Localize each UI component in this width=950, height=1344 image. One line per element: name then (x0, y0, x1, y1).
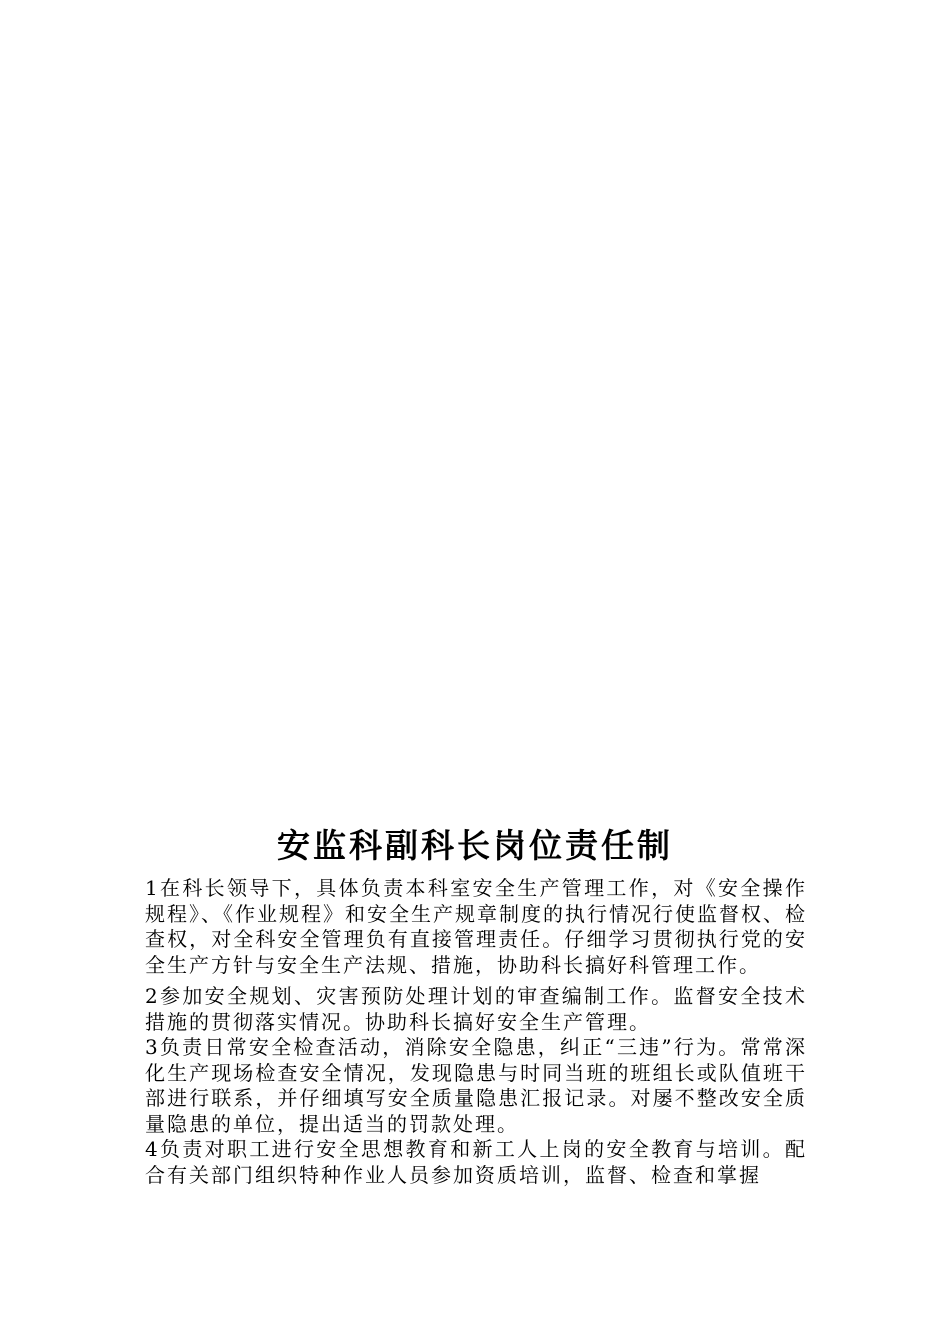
paragraph-4: 4负责对职工进行安全思想教育和新工人上岗的安全教育与培训。配合有关部门组织特种作业人员参加资质培训，监督、检查和掌握 (145, 1137, 807, 1187)
paragraph-3: 3负责日常安全检查活动，消除安全隐患，纠正“三违”行为。常常深化生产现场检查安全情况，发现隐患与时同当班的班组长或队值班干部进行联系，并仔细填写安全质量隐患汇报记录。对屡不整改安全质量隐患的单位，提出适当的罚款处理。 (145, 1035, 807, 1136)
paragraph-1: 1在科长领导下，具体负责本科室安全生产管理工作，对《安全操作规程》、《作业规程》和安全生产规章制度的执行情况行使监督权、检查权，对全科安全管理负有直接管理责任。仔细学习贯彻执行党的安全生产方针与安全生产法规、措施，协助科长搞好科管理工作。 (145, 876, 807, 977)
document-body (145, 876, 807, 1188)
document-title: 安监科副科长岗位责任制 (277, 826, 673, 865)
paragraph-2: 2参加安全规划、灾害预防处理计划的审查编制工作。监督安全技术措施的贯彻落实情况。协助科长搞好安全生产管理。 (145, 984, 807, 1034)
